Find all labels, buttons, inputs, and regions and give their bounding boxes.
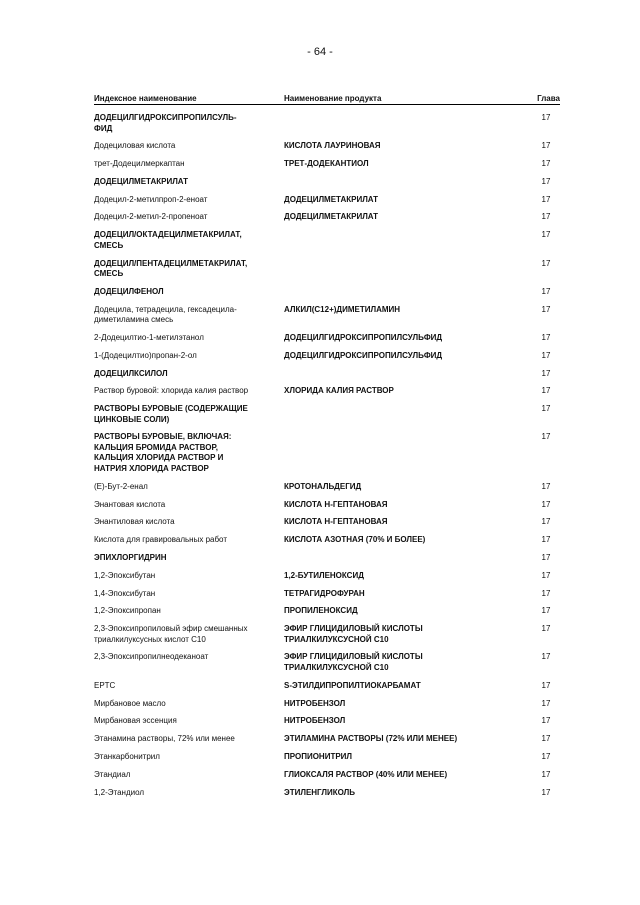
table-row <box>94 716 560 734</box>
chapter-cell: 17 <box>541 787 551 797</box>
chapter-cell: 17 <box>541 304 551 314</box>
table-row <box>94 752 560 770</box>
chapter-cell: 17 <box>541 481 551 491</box>
chapter-cell: 17 <box>541 680 551 690</box>
chapter-cell: 17 <box>541 517 551 527</box>
index-name-cell: ДОДЕЦИЛМЕТАКРИЛАТ <box>94 176 189 186</box>
product-name-cell: ГЛИОКСАЛЯ РАСТВОР (40% ИЛИ МЕНЕЕ) <box>284 769 448 779</box>
product-name-cell: ПРОПИЛЕНОКСИД <box>284 606 358 616</box>
product-name-cell: S-ЭТИЛДИПРОПИЛТИОКАРБАМАТ <box>284 680 421 690</box>
index-name-cell: (E)-Бут-2-енал <box>94 481 148 491</box>
product-name-cell: ДОДЕЦИЛГИДРОКСИПРОПИЛСУЛЬФИД <box>284 350 443 360</box>
product-name-cell: ДОДЕЦИЛМЕТАКРИЛАТ <box>284 212 379 222</box>
table-row <box>94 553 560 571</box>
chapter-cell: 17 <box>541 698 551 708</box>
index-name-cell: ДОДЕЦИЛГИДРОКСИПРОПИЛСУЛЬ- ФИД <box>94 113 237 133</box>
index-name-cell: Мирбановое масло <box>94 698 166 708</box>
index-name-cell: РАСТВОРЫ БУРОВЫЕ, ВКЛЮЧАЯ: КАЛЬЦИЯ БРОМИДА РАСТВОР, КАЛЬЦИЯ ХЛОРИДА РАСТВОР И НАТРИЯ ХЛОРИДА РАСТВОР <box>94 432 232 473</box>
chapter-cell: 17 <box>541 552 551 562</box>
index-name-cell: 1,2-Этандиол <box>94 787 145 797</box>
chapter-cell: 17 <box>541 751 551 761</box>
index-name-cell: Этандиал <box>94 769 131 779</box>
table-row <box>94 652 560 680</box>
product-name-cell: КИСЛОТА ЛАУРИНОВАЯ <box>284 141 381 151</box>
chapter-cell: 17 <box>541 432 551 442</box>
table-row <box>94 500 560 518</box>
index-name-cell: 1-(Додецилтио)пропан-2-ол <box>94 350 197 360</box>
table-row <box>94 159 560 177</box>
table-row <box>94 287 560 305</box>
chapter-cell: 17 <box>541 588 551 598</box>
index-name-cell: EPTC <box>94 680 116 690</box>
table-row <box>94 681 560 699</box>
product-name-cell: КИСЛОТА Н-ГЕПТАНОВАЯ <box>284 499 388 509</box>
chapter-cell: 17 <box>541 159 551 169</box>
table-row <box>94 212 560 230</box>
table-row <box>94 432 560 481</box>
header-chapter: Глава <box>537 94 560 103</box>
header-index-name: Индексное наименование <box>94 94 197 103</box>
table-row <box>94 770 560 788</box>
table-row <box>94 195 560 213</box>
table-row <box>94 571 560 589</box>
table-row <box>94 535 560 553</box>
index-name-cell: РАСТВОРЫ БУРОВЫЕ (СОДЕРЖАЩИЕ ЦИНКОВЫЕ СОЛИ) <box>94 404 248 424</box>
table-row <box>94 517 560 535</box>
index-name-cell: ДОДЕЦИЛКСИЛОЛ <box>94 368 168 378</box>
product-name-cell: ТРЕТ-ДОДЕКАНТИОЛ <box>284 159 369 169</box>
table-row <box>94 259 560 287</box>
table-row <box>94 113 560 141</box>
table-row <box>94 386 560 404</box>
chapter-cell: 17 <box>541 113 551 122</box>
index-name-cell: Додецила, тетрадецила, гексадецила- диметиламина смесь <box>94 304 237 325</box>
product-name-cell: ДОДЕЦИЛГИДРОКСИПРОПИЛСУЛЬФИД <box>284 332 443 342</box>
index-name-cell: 2,3-Эпоксипропиловый эфир смешанных триалкилуксусных кислот С10 <box>94 624 248 644</box>
table-row <box>94 734 560 752</box>
chapter-cell: 17 <box>541 570 551 580</box>
table-row <box>94 369 560 387</box>
page-number: - 64 - <box>307 46 333 58</box>
chapter-cell: 17 <box>541 194 551 204</box>
product-name-cell: ПРОПИОНИТРИЛ <box>284 751 353 761</box>
index-name-cell: Энантиловая кислота <box>94 517 175 527</box>
table-row <box>94 141 560 159</box>
table-row <box>94 788 560 806</box>
chapter-cell: 17 <box>541 624 551 634</box>
index-name-cell: 1,4-Эпоксибутан <box>94 588 156 598</box>
index-name-cell: ЭПИХЛОРГИДРИН <box>94 552 167 562</box>
chapter-cell: 17 <box>541 176 551 186</box>
product-name-cell: КРОТОНАЛЬДЕГИД <box>284 481 362 491</box>
product-name-cell: НИТРОБЕНЗОЛ <box>284 716 346 726</box>
index-name-cell: Этанкарбонитрил <box>94 751 160 761</box>
chapter-cell: 17 <box>541 141 551 151</box>
product-name-cell: ЭТИЛАМИНА РАСТВОРЫ (72% ИЛИ МЕНЕЕ) <box>284 734 458 744</box>
index-table <box>94 92 560 805</box>
product-name-cell: НИТРОБЕНЗОЛ <box>284 698 346 708</box>
table-row <box>94 699 560 717</box>
table-row <box>94 404 560 432</box>
product-name-cell: ТЕТРАГИДРОФУРАН <box>284 588 365 598</box>
table-row <box>94 230 560 258</box>
header-product-name: Наименование продукта <box>284 94 382 103</box>
table-row <box>94 589 560 607</box>
chapter-cell: 17 <box>541 716 551 726</box>
chapter-cell: 17 <box>541 212 551 222</box>
product-name-cell: АЛКИЛ(C12+)ДИМЕТИЛАМИН <box>284 304 401 314</box>
chapter-cell: 17 <box>541 386 551 396</box>
index-name-cell: Кислота для гравировальных работ <box>94 535 227 545</box>
index-name-cell: Додецил-2-метилпроп-2-еноат <box>94 194 208 204</box>
chapter-cell: 17 <box>541 368 551 378</box>
chapter-cell: 17 <box>541 286 551 296</box>
table-row <box>94 624 560 652</box>
index-name-cell: Энантовая кислота <box>94 499 166 509</box>
product-name-cell: КИСЛОТА АЗОТНАЯ (70% И БОЛЕЕ) <box>284 535 426 545</box>
product-name-cell: ДОДЕЦИЛМЕТАКРИЛАТ <box>284 194 379 204</box>
chapter-cell: 17 <box>541 652 551 662</box>
product-name-cell: ЭТИЛЕНГЛИКОЛЬ <box>284 787 356 797</box>
index-name-cell: ДОДЕЦИЛФЕНОЛ <box>94 286 164 296</box>
index-name-cell: ДОДЕЦИЛ/ОКТАДЕЦИЛМЕТАКРИЛАТ, СМЕСЬ <box>94 230 242 250</box>
chapter-cell: 17 <box>541 499 551 509</box>
chapter-cell: 17 <box>541 769 551 779</box>
table-row <box>94 606 560 624</box>
product-name-cell: ХЛОРИДА КАЛИЯ РАСТВОР <box>284 386 394 396</box>
table-row <box>94 333 560 351</box>
product-name-cell: ЭФИР ГЛИЦИДИЛОВЫЙ КИСЛОТЫ ТРИАЛКИЛУКСУСНОЙ С10 <box>284 652 423 672</box>
index-name-cell: Додециловая кислота <box>94 141 176 151</box>
index-name-cell: Этанамина растворы, 72% или менее <box>94 734 235 744</box>
index-name-cell: Додецил-2-метил-2-пропеноат <box>94 212 208 222</box>
chapter-cell: 17 <box>541 535 551 545</box>
product-name-cell: ЭФИР ГЛИЦИДИЛОВЫЙ КИСЛОТЫ ТРИАЛКИЛУКСУСНОЙ С10 <box>284 624 423 644</box>
table-header <box>94 92 560 105</box>
product-name-cell: КИСЛОТА Н-ГЕПТАНОВАЯ <box>284 517 388 527</box>
table-row <box>94 177 560 195</box>
chapter-cell: 17 <box>541 332 551 342</box>
index-name-cell: трет-Додецилмеркаптан <box>94 159 185 169</box>
chapter-cell: 17 <box>541 258 551 268</box>
table-row <box>94 305 560 333</box>
index-name-cell: 1,2-Эпоксибутан <box>94 570 156 580</box>
index-name-cell: 1,2-Эпоксипропан <box>94 606 161 616</box>
chapter-cell: 17 <box>541 230 551 240</box>
chapter-cell: 17 <box>541 606 551 616</box>
chapter-cell: 17 <box>541 350 551 360</box>
index-name-cell: Мирбановая эссенция <box>94 716 177 726</box>
chapter-cell: 17 <box>541 404 551 414</box>
chapter-cell: 17 <box>541 734 551 744</box>
index-name-cell: Раствор буровой: хлорида калия раствор <box>94 386 249 396</box>
index-name-cell: 2-Додецилтио-1-метилэтанол <box>94 332 204 342</box>
index-name-cell: 2,3-Эпоксипропилнеодеканоат <box>94 652 209 662</box>
table-row <box>94 351 560 369</box>
table-body <box>94 105 560 805</box>
index-name-cell: ДОДЕЦИЛ/ПЕНТАДЕЦИЛМЕТАКРИЛАТ, СМЕСЬ <box>94 258 248 279</box>
product-name-cell: 1,2-БУТИЛЕНОКСИД <box>284 570 364 580</box>
table-row <box>94 482 560 500</box>
